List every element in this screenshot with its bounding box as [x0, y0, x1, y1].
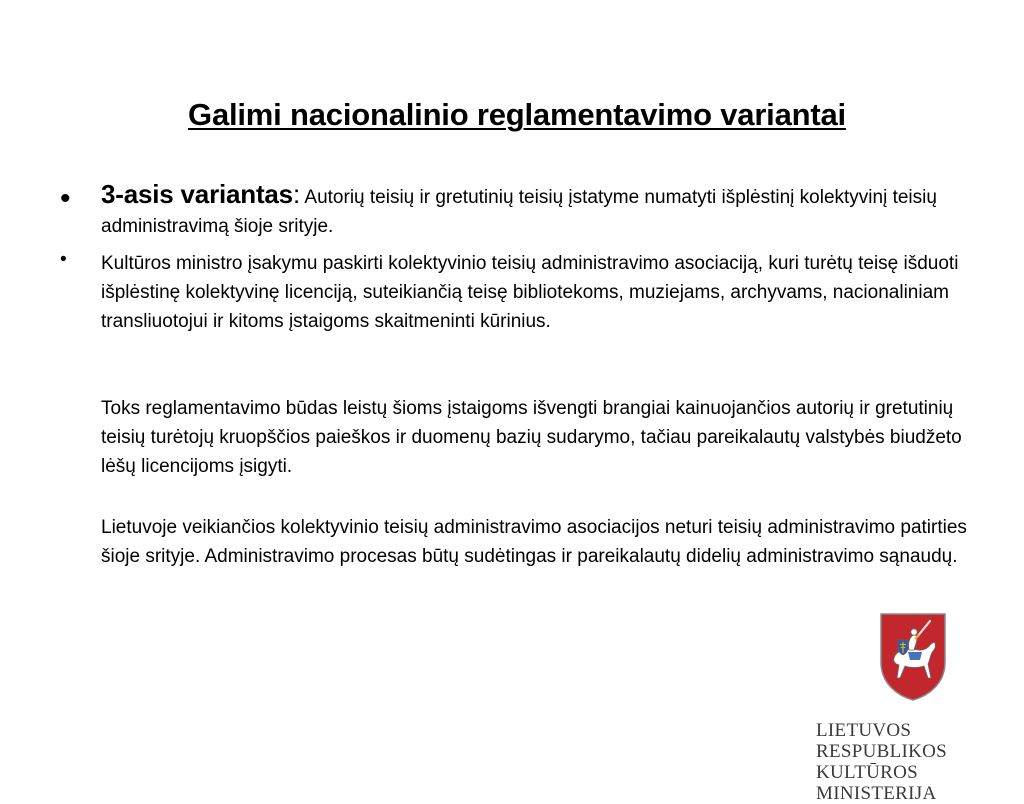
coat-of-arms-icon — [878, 612, 948, 702]
bullet-text: Kultūros ministro įsakymu paskirti kolektyvinio teisių administravimo asociaciją, kuri turėtų teisę išduoti išplėstinę kolektyvinę licenciją, suteikiančią teisę bibliotekoms, muziejams, archyvams, nacionaliniam transliuotojui ir kitoms įstaigoms skaitmeninti kūrinius. — [101, 253, 959, 332]
bullet-lead-colon: : — [292, 179, 301, 209]
slide-title: Galimi nacionalinio reglamentavimo variantai — [188, 97, 846, 132]
ministry-name-line1: LIETUVOS RESPUBLIKOS — [816, 720, 948, 762]
ministry-name — [816, 720, 1024, 804]
ministry-name-line2: KULTŪROS MINISTERIJA — [816, 762, 937, 804]
bullet-body: Autorių teisių ir gretutinių teisių įstatyme numatyti išplėstinį kolektyvinį teisių administravimą šioje srityje. — [101, 187, 937, 237]
bullet-marker: • — [60, 182, 71, 215]
bullet-marker: • — [60, 249, 67, 270]
bullet-lead: 3-asis variantas — [101, 179, 293, 209]
paragraph-drawbacks: Lietuvoje veikiančios kolektyvinio teisių administravimo asociacijos neturi teisių administravimo patirties šioje srityje. Administravimo procesas būtų sudėtingas ir pareikalautų didelių administravimo sąnaudų. — [101, 517, 967, 567]
paragraph-advantages: Toks reglamentavimo būdas leistų šioms įstaigoms išvengti brangiai kainuojančios autorių ir gretutinių teisių turėtojų kruopščios paieškos ir duomenų bazių sudarymo, tačiau pareikalautų valstybės biudžeto lėšų licencijoms įsigyti. — [101, 398, 962, 477]
bullet-text — [101, 180, 981, 241]
